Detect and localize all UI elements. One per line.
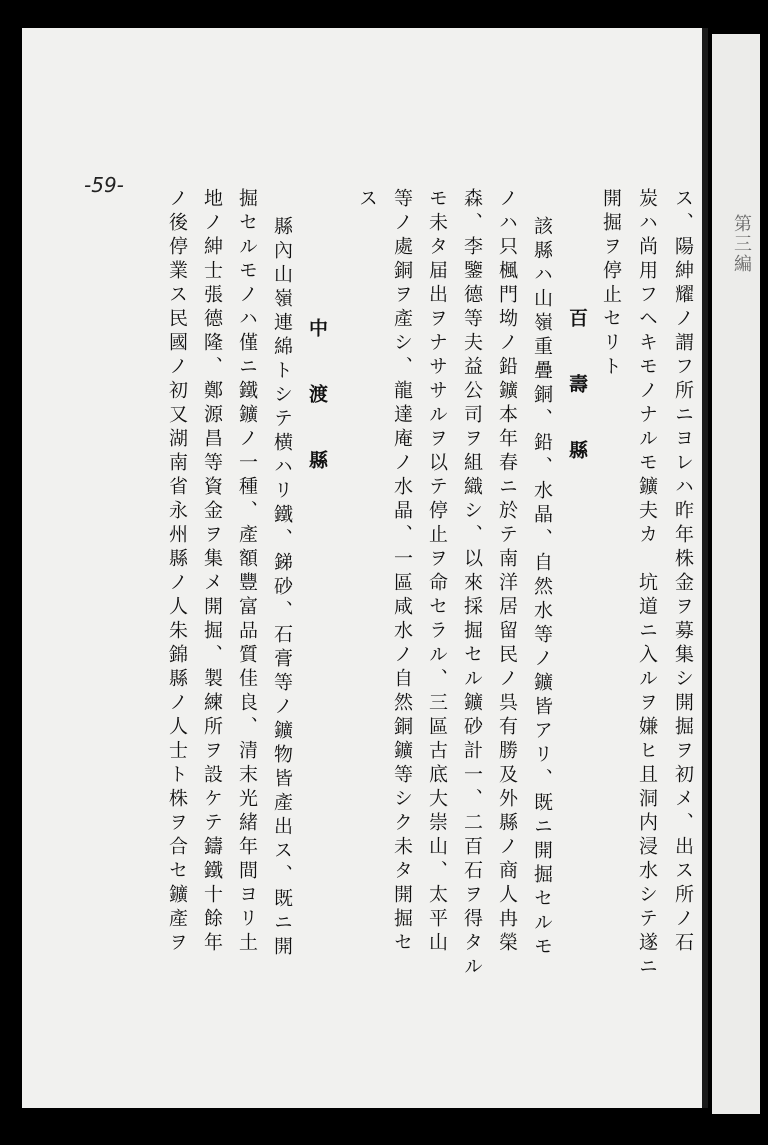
document-page [22, 28, 708, 1108]
text-column-10: ス [356, 188, 378, 212]
text-column-15: ノ後停業ス民國ノ初又湖南省永州縣ノ人朱錦縣ノ人士ト株ヲ合セ鑛產ヲ [166, 188, 188, 956]
text-column-12: 縣內山嶺連綿トシテ横ハリ鐵、銻砂、石膏等ノ鑛物皆產出ス、既ニ開 [271, 216, 293, 960]
text-column-9: 等ノ處銅ヲ產シ、龍達庵ノ水晶、一區咸水ノ自然銅鑛等シク未タ開掘セ [391, 188, 413, 956]
text-column-3: 開掘ヲ停止セリト [600, 188, 622, 380]
text-column-8: モ未タ届出ヲナササルヲ以テ停止ヲ命セラル、三區古底大崇山、太平山 [426, 188, 448, 956]
text-column-5: 該縣ハ山嶺重疊銅、鉛、水晶、自然水等ノ鑛皆アリ、既ニ開掘セルモ [531, 216, 553, 960]
text-column-6: ノハ只楓門坳ノ鉛鑛本年春ニ於テ南洋居留民ノ呉有勝及外縣ノ商人冉榮 [496, 188, 518, 956]
text-column-2: 炭ハ尚用フヘキモノナルモ鑛夫カ 坑道ニ入ルヲ嫌ヒ且洞内浸水シテ遂ニ [636, 188, 658, 980]
page-number: -59- [84, 173, 124, 197]
adjacent-page-strip [712, 34, 760, 1114]
text-column-14: 地ノ紳士張德隆、鄭源昌等資金ヲ集メ開掘、製練所ヲ設ケテ鑄鐵十餘年 [201, 188, 223, 956]
text-column-13: 掘セルモノハ僅ニ鐵鑛ノ一種、產額豐富品質佳良、清末光緒年間ヨリ土 [236, 188, 258, 956]
chapter-label: 第三編 [731, 214, 752, 274]
section-heading-zhongdu: 中 渡 縣 [306, 318, 328, 483]
section-heading-baishou: 百 壽 縣 [566, 308, 588, 473]
text-column-7: 森、李鑒德等夫益公司ヲ組織シ、以來採掘セル鑛砂計一、二百石ヲ得タル [461, 188, 483, 980]
text-column-1: ス、陽紳耀ノ謂フ所ニヨレハ昨年株金ヲ募集シ開掘ヲ初メ、出ス所ノ石 [672, 188, 694, 956]
